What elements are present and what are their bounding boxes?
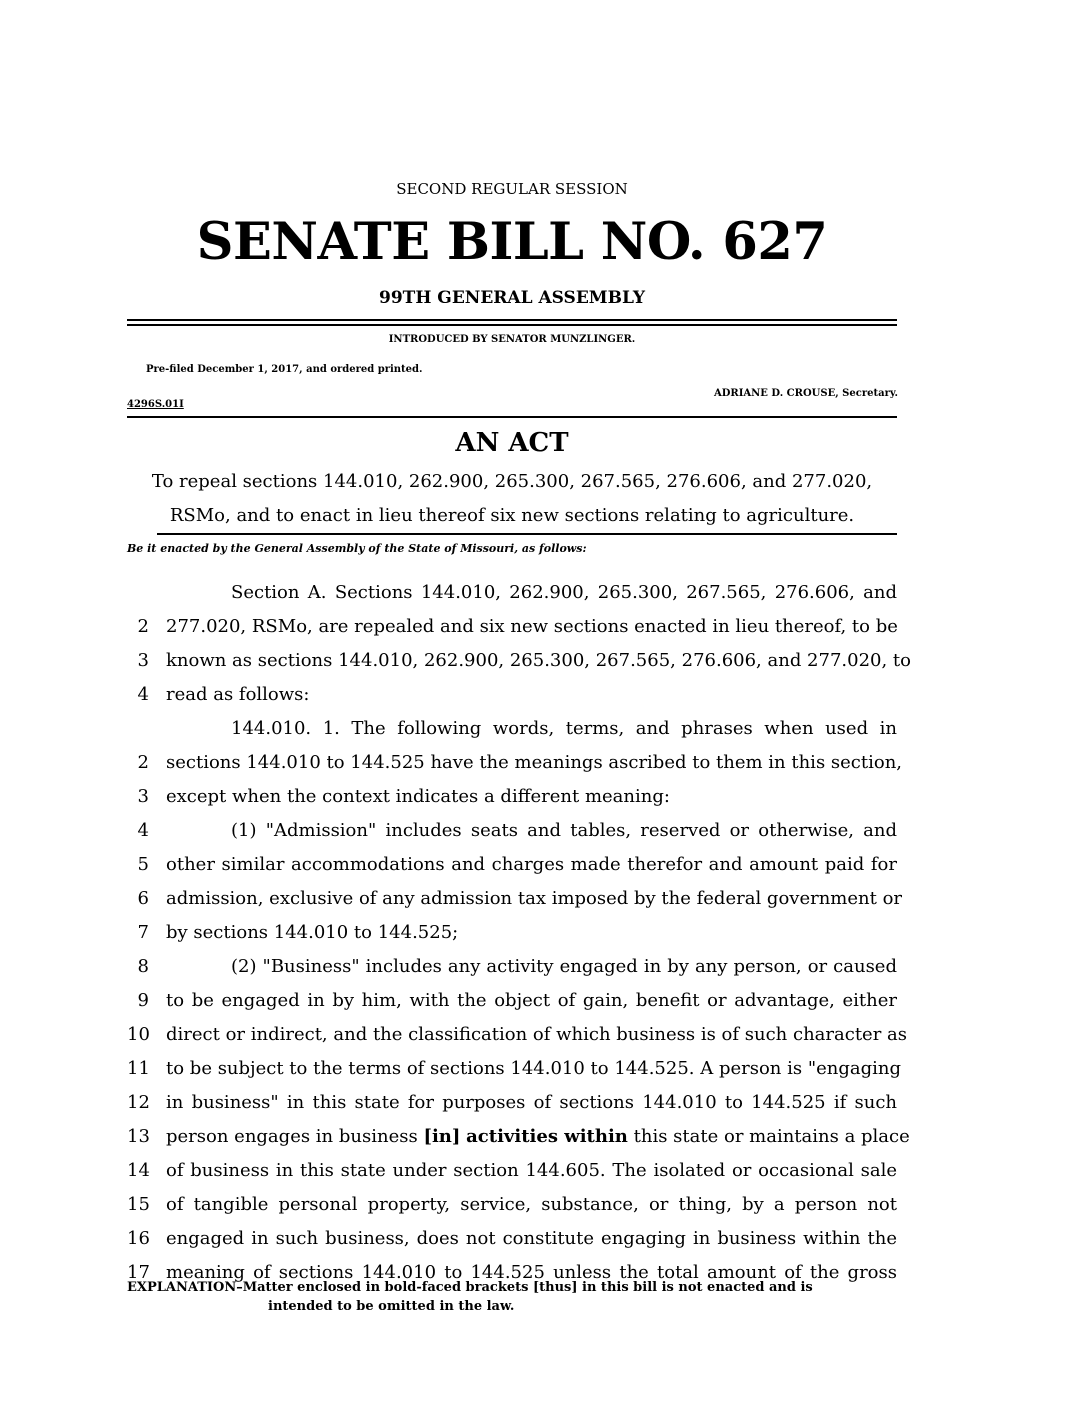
line-text: (2) "Business" includes any activity engaged in by any person, or caused — [231, 956, 897, 977]
line-text: 144.010. 1. The following words, terms, and phrases when used in — [231, 718, 897, 739]
header-rule-top — [127, 319, 897, 321]
section-144-line-16 — [127, 1222, 897, 1256]
section-144-line-3 — [127, 780, 897, 814]
act-description: To repeal sections 144.010, 262.900, 265.300, 267.565, 276.606, and 277.020, RSMo, and to enact in lieu thereof six new sections relating to agriculture. — [151, 471, 873, 526]
line-text: engaged in such business, does not constitute engaging in business within the — [166, 1228, 897, 1249]
line-number: 8 — [137, 956, 149, 977]
line-text-after: this state or maintains a place — [633, 1126, 910, 1147]
line-number: 11 — [127, 1058, 150, 1079]
line-number: 6 — [137, 888, 149, 909]
explanation-line-1: EXPLANATION–Matter enclosed in bold-faced brackets [thus] in this bill is not enacted and is — [127, 1280, 813, 1295]
section-a-line-1 — [127, 576, 897, 610]
explanation-line-2: intended to be omitted in the law. — [268, 1299, 515, 1314]
section-144-line-9 — [127, 984, 897, 1018]
act-rule-top — [127, 416, 897, 418]
section-144-line-15 — [127, 1188, 897, 1222]
line-text: by sections 144.010 to 144.525; — [166, 922, 459, 943]
inserted-bold-text: activities within — [466, 1126, 628, 1147]
line-number: 15 — [127, 1194, 150, 1215]
line-text: known as sections 144.010, 262.900, 265.300, 267.565, 276.606, and 277.020, to — [166, 650, 912, 671]
line-text: except when the context indicates a different meaning: — [166, 786, 670, 807]
line-number: 7 — [137, 922, 149, 943]
line-number: 16 — [127, 1228, 150, 1249]
line-text: to be subject to the terms of sections 144.010 to 144.525. A person is "engaging — [166, 1058, 901, 1079]
line-number: 2 — [137, 616, 149, 637]
line-number: 12 — [127, 1092, 150, 1113]
bill-title: SENATE BILL NO. 627 — [196, 212, 828, 272]
line-number: 17 — [127, 1262, 150, 1283]
deleted-bracket-text: [in] — [423, 1126, 461, 1147]
section-144-line-1 — [127, 712, 897, 746]
line-number: 4 — [137, 820, 149, 841]
section-144-line-14 — [127, 1154, 897, 1188]
section-144-line-5 — [127, 848, 897, 882]
enacting-clause: Be it enacted by the General Assembly of the State of Missouri, as follows: — [127, 542, 587, 555]
introduced-by: INTRODUCED BY SENATOR MUNZLINGER. — [388, 334, 636, 345]
line-text: to be engaged in by him, with the object of gain, benefit or advantage, either — [166, 990, 897, 1011]
line-number: 14 — [127, 1160, 150, 1181]
line-text: direct or indirect, and the classification of which business is of such character as — [166, 1024, 907, 1045]
document-code: 4296S.01I — [127, 399, 184, 410]
line-text: read as follows: — [166, 684, 310, 705]
line-text: (1) "Admission" includes seats and tables, reserved or otherwise, and — [231, 820, 897, 841]
act-rule-bottom — [157, 533, 897, 535]
line-number: 3 — [137, 650, 149, 671]
section-144-line-13 — [127, 1120, 910, 1154]
line-text: admission, exclusive of any admission tax imposed by the federal government or — [166, 888, 903, 909]
line-number: 10 — [127, 1024, 150, 1045]
line-text: meaning of sections 144.010 to 144.525 unless the total amount of the gross — [166, 1262, 897, 1283]
section-144-line-11 — [127, 1052, 901, 1086]
line-text — [166, 1120, 910, 1154]
line-text: 277.020, RSMo, are repealed and six new sections enacted in lieu thereof, to be — [166, 616, 898, 637]
line-text: of tangible personal property, service, substance, or thing, by a person not — [166, 1194, 897, 1215]
line-text: sections 144.010 to 144.525 have the meanings ascribed to them in this section, — [166, 752, 903, 773]
assembly-label: 99TH GENERAL ASSEMBLY — [379, 288, 645, 308]
line-text-before: person engages in business — [166, 1126, 424, 1147]
line-number: 2 — [137, 752, 149, 773]
act-title: AN ACT — [455, 428, 569, 458]
line-text: of business in this state under section 144.605. The isolated or occasional sale — [166, 1160, 897, 1181]
section-144-line-2 — [127, 746, 903, 780]
session-label: SECOND REGULAR SESSION — [396, 180, 628, 198]
section-144-line-4 — [127, 814, 897, 848]
line-number: 3 — [137, 786, 149, 807]
section-144-line-8 — [127, 950, 897, 984]
section-144-line-7 — [127, 916, 897, 950]
header-rule-bottom — [127, 324, 897, 326]
line-text: other similar accommodations and charges made therefor and amount paid for — [166, 854, 897, 875]
section-144-line-6 — [127, 882, 903, 916]
secretary-name: ADRIANE D. CROUSE, Secretary. — [713, 388, 898, 399]
prefiled-note: Pre-filed December 1, 2017, and ordered printed. — [146, 364, 423, 375]
line-number: 5 — [137, 854, 149, 875]
explanation-note — [127, 1278, 897, 1316]
line-number: 13 — [127, 1126, 150, 1147]
section-a-line-4 — [127, 678, 897, 712]
line-number: 9 — [137, 990, 149, 1011]
line-text: in business" in this state for purposes of sections 144.010 to 144.525 if such — [166, 1092, 897, 1113]
section-144-line-10 — [127, 1018, 907, 1052]
line-number: 4 — [137, 684, 149, 705]
section-a-line-3 — [127, 644, 912, 678]
section-a-line-2 — [127, 610, 897, 644]
line-text: Section A. Sections 144.010, 262.900, 265.300, 267.565, 276.606, and — [231, 582, 897, 603]
section-144-line-12 — [127, 1086, 897, 1120]
